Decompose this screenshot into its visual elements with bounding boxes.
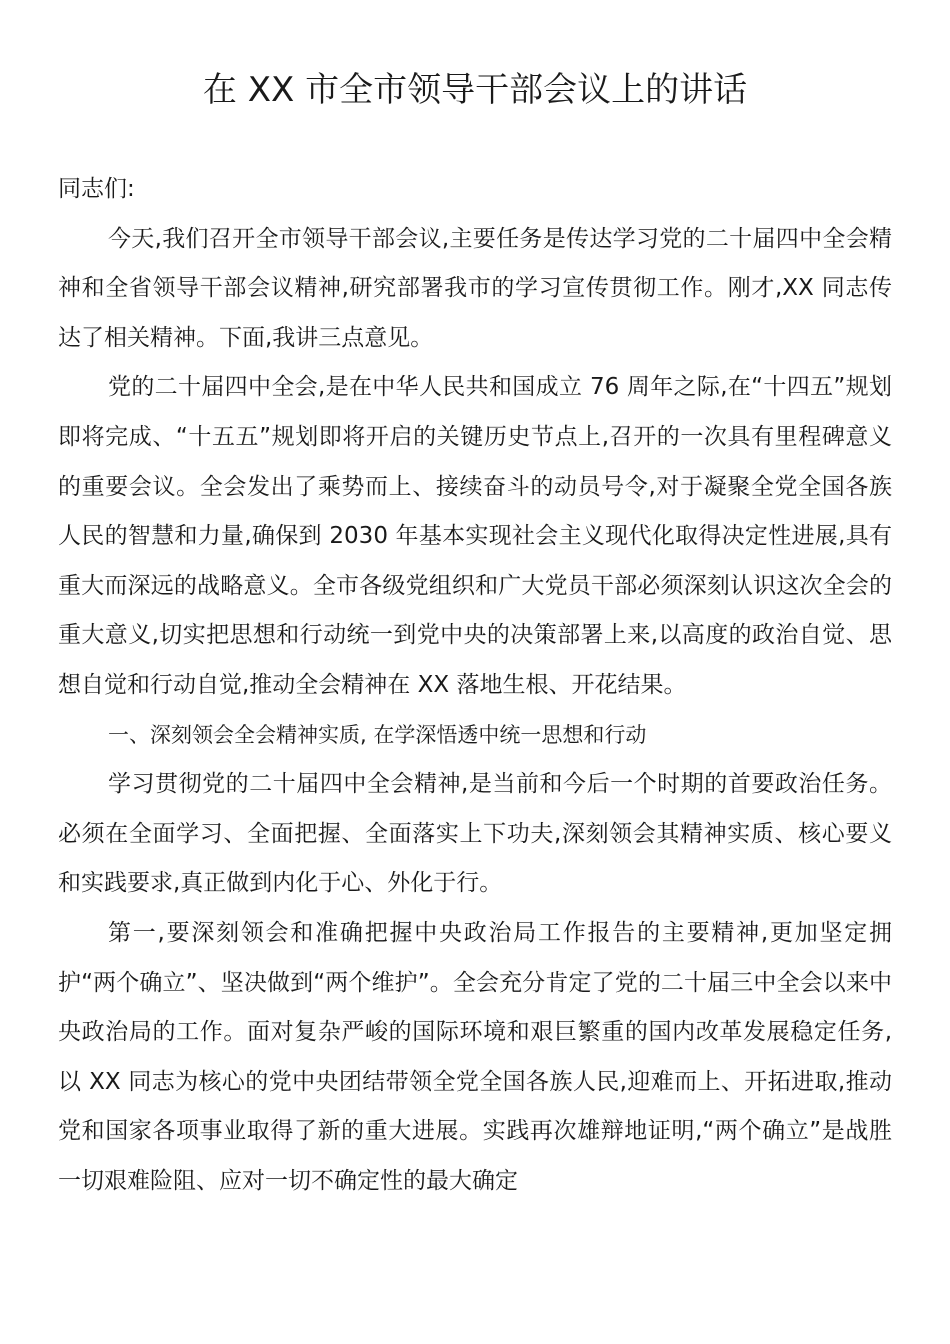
- document-title: 在 XX 市全市领导干部会议上的讲话: [202, 70, 748, 110]
- paragraph-task: 学习贯彻党的二十届四中全会精神,是当前和今后一个时期的首要政治任务。必须在全面学习、全面把握、全面落实上下功夫,深刻领会其精神实质、核心要义和实践要求,真正做到内化于心、外化于行。: [58, 771, 892, 897]
- paragraph-first-point: 第一,要深刻领会和准确把握中央政治局工作报告的主要精神,更加坚定拥护“两个确立”、坚决做到“两个维护”。全会充分肯定了党的二十届三中全会以来中央政治局的工作。面对复杂严峻的国际环境和艰巨繁重的国内改革发展稳定任务,以 XX 同志为核心的党中央团结带领全党全国各族人民,迎难而上、开拓进取,推动党和国家各项事业取得了新的重大进展。实践再次雄辩地证明,“两个确立”是战胜一切艰难险阻、应对一切不确定性的最大确定: [58, 919, 892, 1194]
- section-heading: 一、深刻领会全会精神实质, 在学深悟透中统一思想和行动: [108, 722, 647, 747]
- document-body: [58, 165, 892, 1206]
- paragraph-significance: 党的二十届四中全会,是在中华人民共和国成立 76 周年之际,在“十四五”规划即将完成、“十五五”规划即将开启的关键历史节点上,召开的一次具有里程碑意义的重要会议。全会发出了乘势而上、接续奋斗的动员号令,对于凝聚全党全国各族人民的智慧和力量,确保到 2030 年基本实现社会主义现代化取得决定性进展,具有重大而深远的战略意义。全市各级党组织和广大党员干部必须深刻认识这次全会的重大意义,切实把思想和行动统一到党中央的决策部署上来,以高度的政治自觉、思想自觉和行动自觉,推动全会精神在 XX 落地生根、开花结果。: [58, 374, 892, 698]
- salutation: 同志们:: [58, 176, 135, 202]
- paragraph-intro: 今天,我们召开全市领导干部会议,主要任务是传达学习党的二十届四中全会精神和全省领导干部会议精神,研究部署我市的学习宣传贯彻工作。刚才,XX 同志传达了相关精神。下面,我讲三点意见。: [58, 225, 892, 351]
